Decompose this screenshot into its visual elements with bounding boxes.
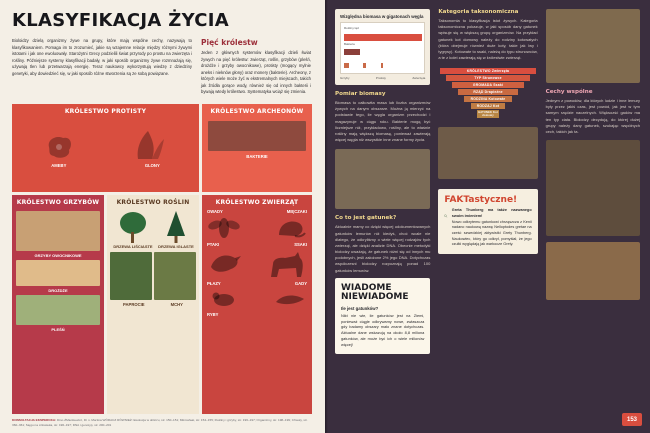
animal-illustrations <box>202 208 312 317</box>
biomass-text-body: Biomasa to całkowita masa lub liczba organizmów żywych na danym obszarze. Można ją mierzyć na podstawie tego, ile węgla organizm przechodzi i magazynuje w ciągu roku. Bakterie mogą być liczniejsze niż, przykładowo, rośliny, ale to właśnie rośliny mają większą biomasę, ponieważ zawierają więcej węgla niż wszystkie inne znane formy życia. <box>335 100 431 143</box>
organism-label: PAPROCIE <box>123 301 145 307</box>
organism-label: OWADY <box>207 208 223 214</box>
biomass-text-block <box>335 91 430 143</box>
species-text-block <box>335 215 430 274</box>
magnifier-icon <box>444 208 447 224</box>
shared-traits-heading: Cechy wspólne <box>545 89 593 95</box>
expert-credit <box>12 418 315 427</box>
mammal-horse-icon <box>265 249 307 279</box>
kingdoms-grid <box>12 104 315 415</box>
protist-captions <box>12 163 199 168</box>
organism-label: PŁAZY <box>207 280 221 286</box>
known-unknowns-title: WIADOME NIEWIADOME <box>341 282 409 303</box>
five-kingdoms-column <box>201 38 311 96</box>
amphibian-icon <box>207 288 241 310</box>
species-heading: Co to jest gatunek? <box>335 215 397 222</box>
page-gutter-shadow <box>325 0 328 433</box>
kingdom-card-fungi <box>12 195 104 415</box>
page-title: KLASYFIKACJA ŻYCIA <box>12 10 230 31</box>
organism-label: PLEŚŃ <box>51 326 65 332</box>
organism-label: GLONY <box>144 162 160 168</box>
bird-icon <box>207 249 243 279</box>
chameleon-photo <box>546 9 640 83</box>
organism-label: AMEBY <box>51 162 67 168</box>
right-page <box>325 0 650 433</box>
taxonomy-rank: KRÓLESTWO Zwierzęta <box>440 68 536 74</box>
deciduous-tree-icon <box>118 210 148 244</box>
organism-label: MIĘCZAKI <box>286 208 307 214</box>
bar-protists <box>363 63 366 68</box>
faktastyczne-body: Nowo odkrytemu gatunkowi chrząszcza z Kenii nadano naukową nazwę Nelloptodes gretae na cześć szwedzkiej aktywistki Grety Thunberg. Naukowiec, który go odkrył, pomyślał, że jego czułki wyglądają jak warkocze Grety. <box>451 219 532 247</box>
bar-animals <box>381 63 383 68</box>
reptile-icon <box>273 288 307 310</box>
kingdom-card-animals <box>202 195 312 415</box>
organism-label: GRZYBY OWOCNIKOWE <box>34 252 82 258</box>
page-number: 153 <box>622 413 642 426</box>
taxonomy-rank: GATUNEK Kot domowy <box>478 111 498 118</box>
credit-label: KONSULTACJA EKSPERCKA: <box>12 418 57 423</box>
faktastyczne-title: FAKTastyczne! <box>444 195 518 206</box>
shared-traits-body: Jednym z powodów, dla których ludzie i inne lemury były przez jakiś czas, jest powód, jak jest w tym samym rzędzie naczelnych. Więksozść gadów ma ten typ ciała. Biolodzy decydują, do której dużej grupy należy dany gatunek, szukając wspólnych cech, takich jak ta. <box>545 98 640 134</box>
mollusc-icon <box>275 215 307 241</box>
kingdom-label: KRÓLESTWO PROTISTY <box>64 107 147 115</box>
intro-columns <box>12 38 315 96</box>
organism-label: BAKTERIE <box>246 153 268 159</box>
taxonomy-body: Taksonomia to klasyfikacja istot żywych. Kategoria taksonomiczna pokazuje, w jaki sposób dany gatunek wpisuje się w większą grupę organizmów. Na przykład gatunek kot domowy należy do rodziny kotowatych (która obejmuje również duże koty, takie jak lwy i tygrysy). Kotowate to ssaki, należą do typu strunowców, a te z kolei zawierają się w królestwie zwierząt. <box>438 18 538 61</box>
organism-label: PTAKI <box>207 241 220 247</box>
taxonomy-heading: Kategoria taksonomiczna <box>438 9 519 15</box>
species-body: Aktualnie mamy co dzięki więcej udokumentowanych gatunków lemurów niż kiedyś, choć wcale nie dlatego, że odkryliśmy o wiele więcej rodzajów tych zwierząt, ale dzięki analizie DNA. Obecnie metodyki biolodzy uważają, że gatunek różni się od innych mu podobnych, jeśli założone 2% jego DNA. Dotychczas współczesni biolodzy rozpoznają ponad 100 gatunków lemurów. <box>335 224 431 273</box>
organism-label: SSAKI <box>294 241 307 247</box>
faktastyczne-card <box>438 189 537 254</box>
right-column-c <box>546 9 640 427</box>
taxonomy-rank: RODZAJ Kot <box>471 103 505 109</box>
kingdom-label: KRÓLESTWO GRZYBÓW <box>16 198 100 206</box>
taxonomy-rank: TYP Strunowce <box>446 75 530 81</box>
lemur-tail-photo <box>546 140 640 236</box>
kingdom-label: KRÓLESTWO ZWIERZĄT <box>215 198 299 206</box>
archaea-captions <box>202 154 312 159</box>
biomass-text-heading: Pomiar biomasy <box>335 91 386 97</box>
bar-fungi <box>344 63 349 68</box>
legend-item: Zwierzęta <box>412 76 426 80</box>
kingdom-card-protists <box>12 104 199 192</box>
legend-item: Grzyby <box>340 76 350 80</box>
known-unknowns-card <box>335 278 430 354</box>
organism-label: DROŻDŻE <box>48 287 68 293</box>
taxonomy-rank: GROMADA Ssaki <box>452 82 524 88</box>
beetle-photo <box>546 242 640 300</box>
five-kingdoms-heading: Pięć królestw <box>201 38 258 47</box>
right-column-b <box>438 9 537 427</box>
legend-item: Protisty <box>375 76 386 80</box>
insect-icon <box>207 215 241 241</box>
chart-series-label: Bakterie <box>344 42 356 46</box>
biomass-chart-heading: Wizględna biomasa w gigatonach węgla <box>340 14 424 19</box>
organism-label: RYBY <box>207 311 219 317</box>
organism-label: DRZEWA LIŚCIASTE <box>113 243 153 249</box>
taxonomy-rank: RZĄD Drapieżne <box>458 89 518 95</box>
chart-series-label: Rośliny ląd <box>344 26 359 30</box>
lemur-photo <box>438 127 537 179</box>
taxonomy-pyramid <box>438 68 537 118</box>
organism-label: MCHY <box>170 301 183 307</box>
faktastyczne-lead: Greta Thunberg ma także nazwanego swoim imieniem! <box>451 208 532 218</box>
kingdom-label: KRÓLESTWO ROŚLIN <box>116 198 190 206</box>
known-unknowns-question: Ile jest gatunków? <box>341 305 379 311</box>
kingdom-card-plants <box>107 195 199 415</box>
intro-paragraph: Bioloidzy dzielą organizmy żywe na grupy, które mają wspólne cechy, nazywają to klasyfikowaniem. Pomaga im to zrozumieć, jakie są wzajemne relacje między różnymi żywymi istotami i jak one ewoluowały. Starożytni Grecy podzielili świat przyrody po prostu na zwierzęta i rośliny. Późniejsze systemy klasyfikacji badały, w jaki sposób organizmy żywe rozmnażają się, używają tlen lub przetwarzają energię. Teraz naukowcy wykorzystują wiedzę z dziedziny genetyki, aby dowiedzieć się, w jaki sposób różne stworzenia są ze sobą powiązane. <box>12 38 192 76</box>
intro-text-column <box>12 38 192 96</box>
organism-label: GADY <box>294 280 307 286</box>
five-kingdoms-text: Jeden z głównych systemów klasyfikacji dzieli świat żywych na pięć królestw: zwierząt, roślin, grzybów (pleśń, drożdże i grzyby owocnikowe), protisty (mogący mylnie aneks i nieknów głony) oraz monery (bakterie). Archeony, z których wiele może żyć w ekstremalnych miejscach, takich jak źródła gorące wody, również się od innych bakterii i bywają wtedy królestwo. Systematyka wciąż się zmienia. <box>201 50 311 94</box>
ameba-icon <box>45 133 75 161</box>
bar-plants <box>344 34 422 41</box>
biomass-chart-card <box>335 9 430 85</box>
plants-illustrations <box>107 208 199 307</box>
biomass-chart <box>340 22 425 74</box>
biomass-legend <box>340 76 425 80</box>
kingdom-card-archaea <box>202 104 312 192</box>
right-column-a <box>335 9 430 427</box>
archaea-photo <box>202 117 312 151</box>
conifer-tree-icon <box>164 210 188 244</box>
kingdom-label: KRÓLESTWO ARCHEONÓW <box>210 107 304 115</box>
taxonomy-rank: RODZINA Kotowate <box>464 96 512 102</box>
fungi-photos <box>12 208 104 332</box>
cat-photo <box>335 149 430 209</box>
bar-bacteria <box>344 49 360 55</box>
known-unknowns-body: Nikt nie wie, ile gatunków jest na Ziemi, ponieważ ciągle odkrywamy nowe, zwłaszcza gdy badamy obszary mało znane dotychczas. Aktualne dane wskazują na około 8,8 miliona gatunków, ale może być ich o wiele milionów więcej! <box>341 312 425 347</box>
organism-label: DRZEWA IGLASTE <box>158 243 194 249</box>
protist-illustrations <box>12 117 199 161</box>
credit-text: Dino ŻMierkiewicz, Dr n. Martina WÓRACZ RÓWNIEŻ: Ewolucja w obliczu, str. 150–151; Mikrosfaat, str. 154–155; Rośliny i grzyby, str. 196–197; Organizmy, str. 198–199; Chwoły, str. 360–361; Sięgu na człowieka, str. 196–197; DNA i genotyp, str. 200–201 <box>12 418 308 427</box>
algae-icon <box>132 129 166 161</box>
